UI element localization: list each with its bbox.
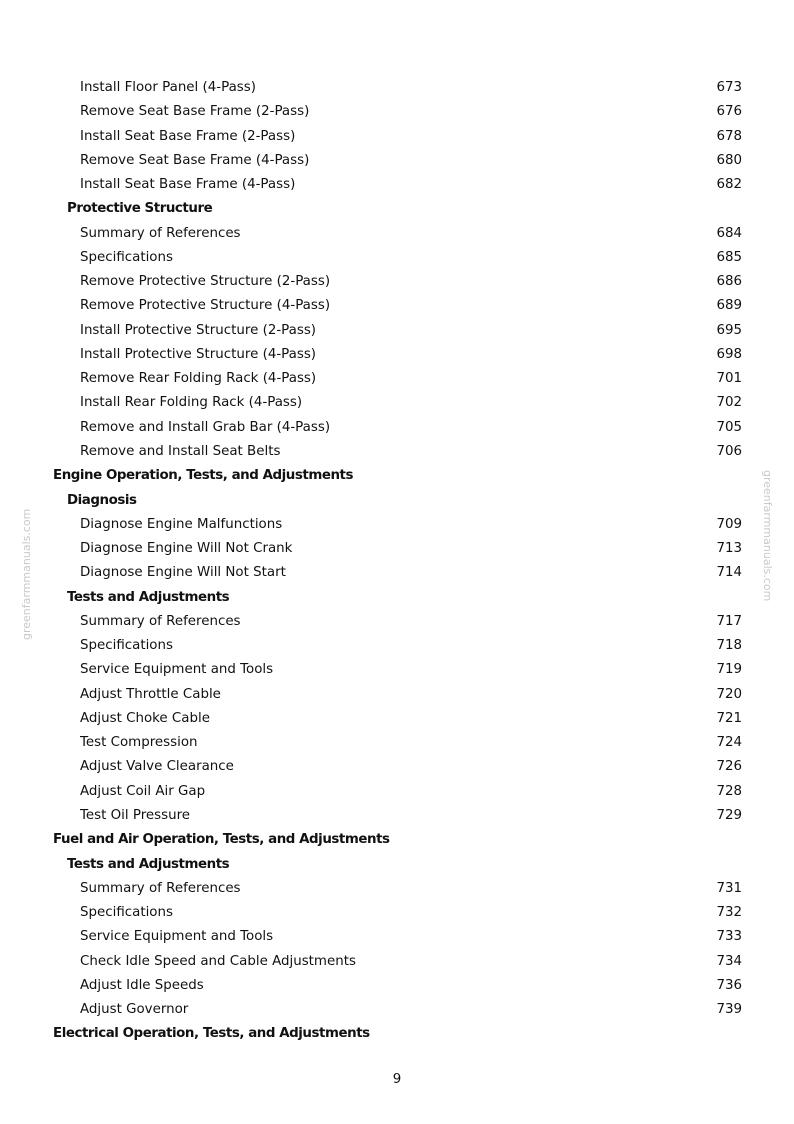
toc-entry-page: 729 <box>716 807 742 823</box>
toc-entry-title: Test Compression <box>80 735 198 751</box>
toc-entry-page: 731 <box>716 880 742 896</box>
toc-entry-page: 733 <box>716 929 742 945</box>
toc-entry-title: Adjust Governor <box>80 1002 189 1018</box>
toc-entry-title: Install Protective Structure (2-Pass) <box>80 322 317 338</box>
toc-entry-page: 721 <box>716 710 742 726</box>
toc-heading[interactable] <box>0 828 794 852</box>
toc-entry-title: Specifications <box>80 249 173 265</box>
toc-entry-page: 724 <box>716 735 742 751</box>
toc-entry[interactable] <box>0 780 794 804</box>
toc-entry-page: 706 <box>716 443 742 459</box>
toc-entry-title: Tests and Adjustments <box>67 589 230 605</box>
toc-entry-title: Diagnose Engine Will Not Start <box>80 565 286 581</box>
toc-entry-title: Install Floor Panel (4-Pass) <box>80 80 256 95</box>
toc-entry-title: Specifications <box>80 638 173 654</box>
toc-entry-page: 682 <box>716 177 742 193</box>
toc-entry-page: 695 <box>716 322 742 338</box>
toc-entry-title: Tests and Adjustments <box>67 856 230 872</box>
toc-entry[interactable] <box>0 537 794 561</box>
toc-entry-page: 736 <box>716 977 742 993</box>
toc-entry-title: Check Idle Speed and Cable Adjustments <box>80 953 356 969</box>
watermark-right: greenfarmmanuals.com <box>761 470 774 602</box>
toc-entry-title: Summary of References <box>80 613 241 629</box>
toc-entry-title: Service Equipment and Tools <box>80 929 274 945</box>
toc-entry[interactable] <box>0 658 794 682</box>
toc-entry[interactable] <box>0 100 794 124</box>
toc-entry-page: 686 <box>716 274 742 290</box>
toc-entry-title: Summary of References <box>80 225 241 241</box>
toc-entry-title: Protective Structure <box>67 201 213 217</box>
toc-entry[interactable] <box>0 440 794 464</box>
toc-entry[interactable] <box>0 222 794 246</box>
toc-heading[interactable] <box>0 489 794 513</box>
page-number: 9 <box>392 1072 402 1087</box>
toc-entry-title: Electrical Operation, Tests, and Adjustments <box>53 1026 370 1042</box>
toc-entry-page: 739 <box>716 1002 742 1018</box>
toc-entry-title: Diagnose Engine Malfunctions <box>80 516 283 532</box>
toc-entry-page: 717 <box>716 613 742 629</box>
toc-entry[interactable] <box>0 634 794 658</box>
toc-entry-title: Fuel and Air Operation, Tests, and Adjustments <box>53 832 390 848</box>
toc-entry-title: Install Seat Base Frame (4-Pass) <box>80 177 296 193</box>
toc-heading[interactable] <box>0 853 794 877</box>
toc-entry-title: Remove Protective Structure (4-Pass) <box>80 298 331 314</box>
table-of-contents <box>0 76 794 1047</box>
toc-entry-title: Adjust Choke Cable <box>80 710 210 726</box>
toc-entry-title: Install Rear Folding Rack (4-Pass) <box>80 395 303 411</box>
toc-entry-page: 718 <box>716 638 742 654</box>
toc-entry-page: 678 <box>716 128 742 144</box>
toc-entry-title: Remove Protective Structure (2-Pass) <box>80 274 331 290</box>
watermark-left: greenfarmmanuals.com <box>20 508 33 640</box>
toc-entry-page: 701 <box>716 371 742 387</box>
toc-entry[interactable] <box>0 416 794 440</box>
toc-entry-title: Service Equipment and Tools <box>80 662 274 678</box>
toc-entry-page: 698 <box>716 346 742 362</box>
toc-entry-title: Remove and Install Seat Belts <box>80 443 281 459</box>
toc-entry-title: Adjust Idle Speeds <box>80 977 204 993</box>
toc-entry[interactable] <box>0 901 794 925</box>
toc-entry[interactable] <box>0 877 794 901</box>
toc-entry-title: Install Seat Base Frame (2-Pass) <box>80 128 296 144</box>
toc-entry[interactable] <box>0 246 794 270</box>
toc-entry-title: Summary of References <box>80 880 241 896</box>
toc-entry[interactable] <box>0 755 794 779</box>
toc-entry-title: Adjust Valve Clearance <box>80 759 234 775</box>
toc-entry-title: Remove Rear Folding Rack (4-Pass) <box>80 371 317 387</box>
toc-entry-title: Diagnose Engine Will Not Crank <box>80 541 293 557</box>
toc-entry-title: Remove Seat Base Frame (2-Pass) <box>80 104 310 120</box>
toc-entry-title: Specifications <box>80 905 173 921</box>
toc-entry[interactable] <box>0 707 794 731</box>
toc-entry-title: Engine Operation, Tests, and Adjustments <box>53 468 354 484</box>
toc-entry-page: 676 <box>716 104 742 120</box>
toc-entry-title: Remove and Install Grab Bar (4-Pass) <box>80 419 331 435</box>
toc-heading[interactable] <box>0 586 794 610</box>
toc-entry[interactable] <box>0 367 794 391</box>
toc-entry[interactable] <box>0 998 794 1022</box>
toc-entry-title: Install Protective Structure (4-Pass) <box>80 346 317 362</box>
toc-entry-page: 685 <box>716 249 742 265</box>
toc-entry[interactable] <box>0 270 794 294</box>
toc-entry[interactable] <box>0 513 794 537</box>
toc-entry-title: Adjust Throttle Cable <box>80 686 221 702</box>
toc-entry-page: 720 <box>716 686 742 702</box>
toc-entry-title: Remove Seat Base Frame (4-Pass) <box>80 152 310 168</box>
toc-entry[interactable] <box>0 294 794 318</box>
toc-entry[interactable] <box>0 173 794 197</box>
toc-entry-title: Adjust Coil Air Gap <box>80 783 206 799</box>
toc-entry-page: 734 <box>716 953 742 969</box>
toc-entry[interactable] <box>0 391 794 415</box>
toc-entry[interactable] <box>0 683 794 707</box>
toc-entry-page: 702 <box>716 395 742 411</box>
toc-heading[interactable] <box>0 1022 794 1046</box>
toc-entry[interactable] <box>0 561 794 585</box>
toc-entry[interactable] <box>0 731 794 755</box>
toc-entry-page: 673 <box>716 80 742 95</box>
toc-entry-page: 732 <box>716 905 742 921</box>
toc-entry[interactable] <box>0 950 794 974</box>
toc-entry-page: 719 <box>716 662 742 678</box>
toc-heading[interactable] <box>0 197 794 221</box>
toc-entry-page: 684 <box>716 225 742 241</box>
toc-entry[interactable] <box>0 925 794 949</box>
toc-entry[interactable] <box>0 125 794 149</box>
toc-entry[interactable] <box>0 804 794 828</box>
toc-entry[interactable] <box>0 343 794 367</box>
toc-heading[interactable] <box>0 464 794 488</box>
toc-entry[interactable] <box>0 610 794 634</box>
toc-entry[interactable] <box>0 76 794 100</box>
toc-entry-page: 728 <box>716 783 742 799</box>
toc-entry-title: Test Oil Pressure <box>80 807 191 823</box>
toc-entry-page: 713 <box>716 541 742 557</box>
toc-entry-title: Diagnosis <box>67 492 137 508</box>
toc-entry-page: 709 <box>716 516 742 532</box>
toc-entry-page: 705 <box>716 419 742 435</box>
toc-entry[interactable] <box>0 319 794 343</box>
toc-entry-page: 726 <box>716 759 742 775</box>
toc-entry[interactable] <box>0 974 794 998</box>
toc-entry[interactable] <box>0 149 794 173</box>
toc-entry-page: 714 <box>716 565 742 581</box>
toc-entry-page: 680 <box>716 152 742 168</box>
toc-entry-page: 689 <box>716 298 742 314</box>
